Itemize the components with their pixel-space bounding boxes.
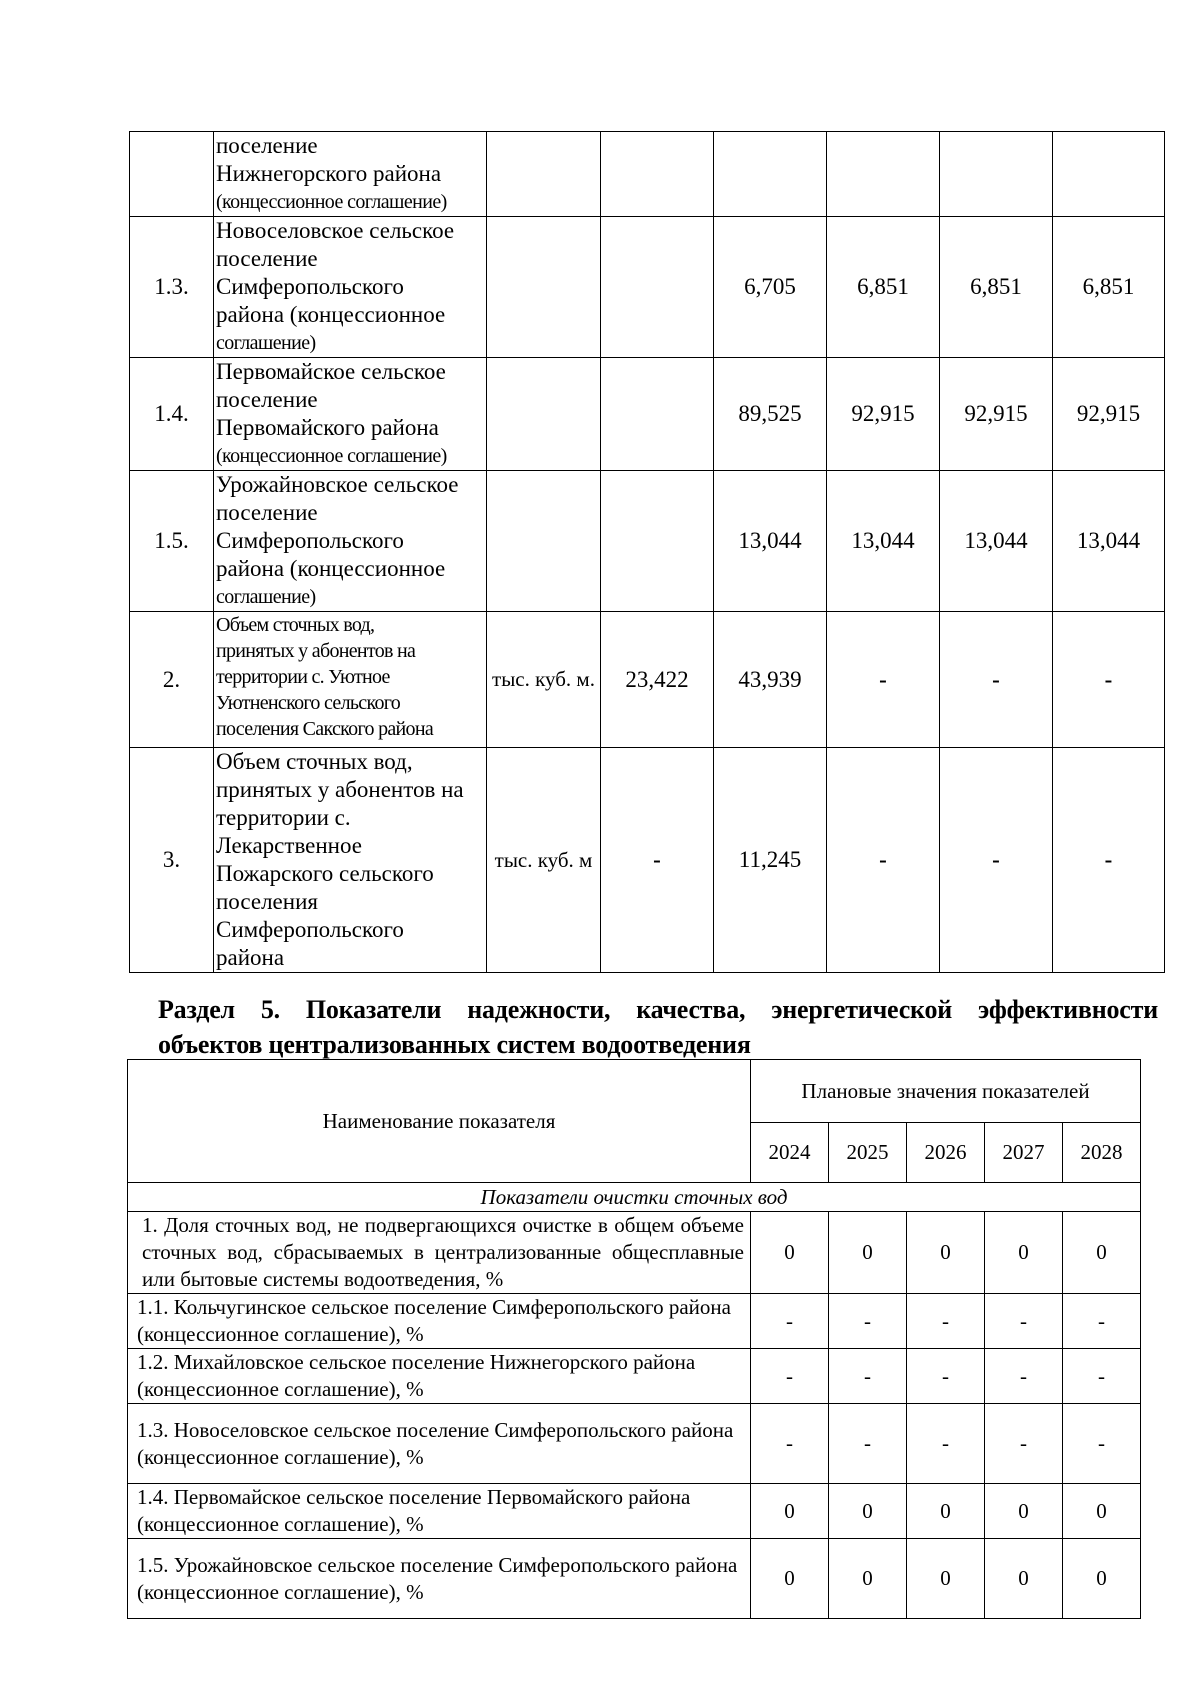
row-value-2026: 13,044 xyxy=(940,471,1053,612)
row-value-2024: 6,705 xyxy=(714,217,827,358)
indicator-value-2028: 0 xyxy=(1063,1539,1141,1619)
row-value-2025: - xyxy=(827,748,940,973)
row-name xyxy=(214,217,487,358)
volume-row xyxy=(130,217,1165,358)
row-number: 3. xyxy=(130,748,214,973)
indicator-value-2026: 0 xyxy=(907,1484,985,1539)
row-value-2027: - xyxy=(1053,748,1165,973)
row-name-line: территории с. Уютное xyxy=(216,666,390,688)
row-name-line: Пожарского сельского xyxy=(216,861,434,886)
row-value-2025: - xyxy=(827,612,940,748)
row-number xyxy=(130,132,214,217)
row-name-line: Уютненского сельского xyxy=(216,692,401,714)
row-name-line: Симферопольского xyxy=(216,274,404,299)
indicator-value-2026: - xyxy=(907,1349,985,1404)
indicator-row xyxy=(128,1484,1141,1539)
indicator-value-2024: - xyxy=(751,1294,829,1349)
indicator-name: 1.4. Первомайское сельское поселение Первомайского района (концессионное соглашение), % xyxy=(128,1484,751,1539)
row-name-line: поселение xyxy=(216,387,318,412)
indicator-value-2025: 0 xyxy=(829,1539,907,1619)
indicator-value-2024: 0 xyxy=(751,1484,829,1539)
row-number: 1.3. xyxy=(130,217,214,358)
row-value-2026: - xyxy=(940,612,1053,748)
row-name-line: поселения Сакского района xyxy=(216,718,434,740)
indicator-value-2025: 0 xyxy=(829,1484,907,1539)
row-name-line: Урожайновское сельское xyxy=(216,472,459,497)
row-value-2026: - xyxy=(940,748,1053,973)
indicator-value-2025: - xyxy=(829,1294,907,1349)
row-unit xyxy=(487,217,601,358)
row-number: 1.4. xyxy=(130,358,214,471)
row-number: 1.5. xyxy=(130,471,214,612)
section-title: Показатели очистки сточных вод xyxy=(128,1183,1141,1212)
indicator-name: 1.2. Михайловское сельское поселение Нижнегорского района (концессионное соглашение), % xyxy=(128,1349,751,1404)
row-unit xyxy=(487,471,601,612)
row-name-line: поселение xyxy=(216,500,318,525)
year-2025: 2025 xyxy=(829,1123,907,1183)
indicator-value-2027: 0 xyxy=(985,1212,1063,1294)
row-name-line: Объем сточных вод, xyxy=(216,749,413,774)
row-value-2023 xyxy=(601,217,714,358)
row-value-2026: 92,915 xyxy=(940,358,1053,471)
row-value-2025: 6,851 xyxy=(827,217,940,358)
row-value-2027 xyxy=(1053,132,1165,217)
row-value-2027: 13,044 xyxy=(1053,471,1165,612)
indicator-value-2025: - xyxy=(829,1349,907,1404)
indicator-value-2027: 0 xyxy=(985,1484,1063,1539)
year-2026: 2026 xyxy=(907,1123,985,1183)
year-2024: 2024 xyxy=(751,1123,829,1183)
row-unit xyxy=(487,358,601,471)
indicator-row xyxy=(128,1404,1141,1484)
indicator-value-2024: 0 xyxy=(751,1212,829,1294)
volume-row xyxy=(130,132,1165,217)
row-value-2027: 6,851 xyxy=(1053,217,1165,358)
row-value-2027: 92,915 xyxy=(1053,358,1165,471)
row-name xyxy=(214,748,487,973)
indicator-value-2025: - xyxy=(829,1404,907,1484)
row-value-2025 xyxy=(827,132,940,217)
indicator-value-2028: 0 xyxy=(1063,1212,1141,1294)
row-value-2023: - xyxy=(601,748,714,973)
header-indicator-name: Наименование показателя xyxy=(128,1060,751,1183)
row-value-2024 xyxy=(714,132,827,217)
row-value-2024: 89,525 xyxy=(714,358,827,471)
indicator-value-2027: - xyxy=(985,1404,1063,1484)
row-name-line: поселения xyxy=(216,889,318,914)
row-unit: тыс. куб. м. xyxy=(487,612,601,748)
row-value-2026 xyxy=(940,132,1053,217)
row-number: 2. xyxy=(130,612,214,748)
row-name xyxy=(214,471,487,612)
indicator-row xyxy=(128,1212,1141,1294)
row-name-note: (концессионное соглашение) xyxy=(216,445,447,467)
indicators-table xyxy=(127,1059,1141,1619)
row-name-note: (концессионное соглашение) xyxy=(216,191,447,213)
indicator-value-2028: 0 xyxy=(1063,1484,1141,1539)
row-name-note: соглашение) xyxy=(216,586,316,608)
row-name-line: Новоселовское сельское xyxy=(216,218,455,243)
section-heading-line2: объектов централизованных систем водоотведения xyxy=(158,1030,751,1059)
indicator-name: 1.3. Новоселовское сельское поселение Симферопольского района (концессионное соглашение), % xyxy=(128,1404,751,1484)
indicator-value-2024: 0 xyxy=(751,1539,829,1619)
indicator-value-2024: - xyxy=(751,1349,829,1404)
volume-table xyxy=(129,131,1165,973)
row-name-line: района (концессионное xyxy=(216,302,446,327)
indicator-value-2026: - xyxy=(907,1294,985,1349)
volume-row xyxy=(130,612,1165,748)
indicator-value-2024: - xyxy=(751,1404,829,1484)
indicator-value-2027: - xyxy=(985,1294,1063,1349)
row-name-line: принятых у абонентов на xyxy=(216,640,416,662)
indicator-value-2027: - xyxy=(985,1349,1063,1404)
row-value-2023 xyxy=(601,132,714,217)
row-name-line: поселение xyxy=(216,133,318,158)
row-unit: тыс. куб. м xyxy=(487,748,601,973)
row-name-line: района (концессионное xyxy=(216,556,446,581)
row-unit xyxy=(487,132,601,217)
year-2028: 2028 xyxy=(1063,1123,1141,1183)
row-value-2024: 11,245 xyxy=(714,748,827,973)
indicator-value-2028: - xyxy=(1063,1404,1141,1484)
indicator-name: 1.1. Кольчугинское сельское поселение Симферопольского района (концессионное соглашение), % xyxy=(128,1294,751,1349)
indicator-name: 1.5. Урожайновское сельское поселение Симферопольского района (концессионное соглашение), % xyxy=(128,1539,751,1619)
row-value-2024: 43,939 xyxy=(714,612,827,748)
year-2027: 2027 xyxy=(985,1123,1063,1183)
indicator-value-2026: 0 xyxy=(907,1539,985,1619)
row-name xyxy=(214,132,487,217)
row-name-line: Первомайского района xyxy=(216,415,439,440)
row-name-line: Объем сточных вод, xyxy=(216,614,375,636)
row-value-2026: 6,851 xyxy=(940,217,1053,358)
row-value-2023 xyxy=(601,358,714,471)
indicator-value-2025: 0 xyxy=(829,1212,907,1294)
volume-row xyxy=(130,748,1165,973)
row-name-line: Нижнегорского района xyxy=(216,161,442,186)
row-name-line: Симферопольского xyxy=(216,528,404,553)
row-value-2023 xyxy=(601,471,714,612)
volume-row xyxy=(130,471,1165,612)
row-name-line: поселение xyxy=(216,246,318,271)
indicator-value-2028: - xyxy=(1063,1349,1141,1404)
header-planned-values: Плановые значения показателей xyxy=(751,1060,1141,1123)
indicator-row xyxy=(128,1294,1141,1349)
row-name-line: Лекарственное xyxy=(216,833,362,858)
row-name xyxy=(214,612,487,748)
row-name-line: территории с. xyxy=(216,805,351,830)
row-value-2023: 23,422 xyxy=(601,612,714,748)
row-value-2027: - xyxy=(1053,612,1165,748)
indicator-row xyxy=(128,1349,1141,1404)
row-name-line: Симферопольского xyxy=(216,917,404,942)
row-name-line: Первомайское сельское xyxy=(216,359,446,384)
row-name-line: района xyxy=(216,945,285,970)
indicator-value-2027: 0 xyxy=(985,1539,1063,1619)
indicator-value-2028: - xyxy=(1063,1294,1141,1349)
indicator-name: 1. Доля сточных вод, не подвергающихся очистке в общем объеме сточных вод, сбрасываемых в централизованные общесплавные или бытовые системы водоотведения, % xyxy=(128,1212,751,1294)
indicator-row xyxy=(128,1539,1141,1619)
row-name xyxy=(214,358,487,471)
indicator-value-2026: - xyxy=(907,1404,985,1484)
volume-row xyxy=(130,358,1165,471)
row-value-2025: 13,044 xyxy=(827,471,940,612)
row-name-note: соглашение) xyxy=(216,332,316,354)
row-name-line: принятых у абонентов на xyxy=(216,777,464,802)
row-value-2024: 13,044 xyxy=(714,471,827,612)
indicator-value-2026: 0 xyxy=(907,1212,985,1294)
row-value-2025: 92,915 xyxy=(827,358,940,471)
section-heading: Раздел 5. Показатели надежности, качества, энергетической эффективности xyxy=(158,995,1158,1024)
